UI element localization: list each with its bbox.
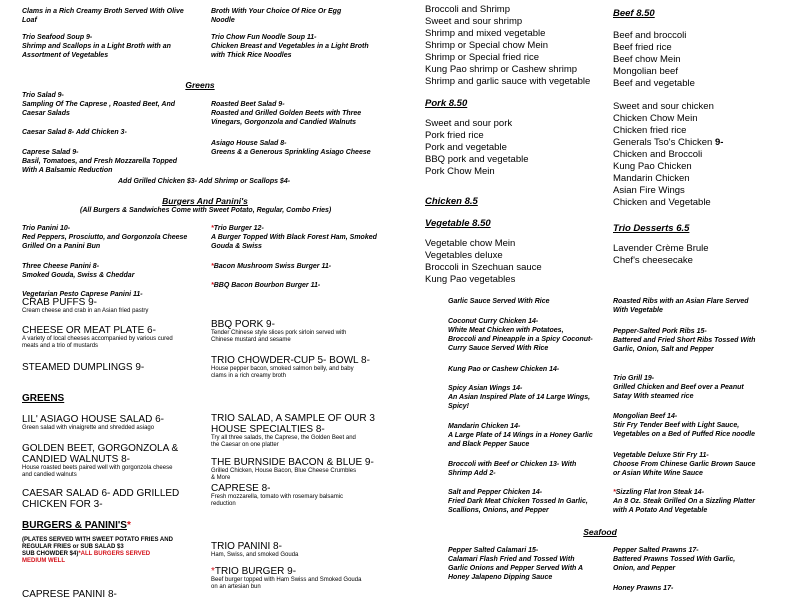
item-desc: Stir Fry Tender Beef with Light Sauce, Vegetables on a Bed of Puffed Rice noodle [613,422,755,438]
list-item: Chef's cheesecake [613,255,693,266]
item-desc: Green salad with vinaigrette and shredded asiago [22,425,155,431]
garlic-sauce-tail: Garlic Sauce Served With Rice [448,298,550,305]
list-item: Mandarin Chicken [613,173,690,184]
list-item: Vegetable chow Mein [425,238,516,249]
item-desc: An Asian Inspired Plate of 14 Large Wings, Spicy! [448,394,591,410]
list-item: Beef chow Mein [613,54,681,65]
menu-item-trio-burger [211,224,396,251]
seafood-title: Seafood [583,527,617,537]
roasted-ribs-tail: Roasted Ribs with an Asian Flare Served With Vegetable [613,298,749,314]
item-name: GOLDEN BEET, GORGONZOLA & CANDIED WALNUTS 8- [22,443,179,465]
list-item: Broccoli and Shrimp [425,4,511,15]
menu-item-golden-beet [22,443,207,479]
item-desc: Shrimp and Scallops in a Light Broth with an Assortment of Vegetables [22,43,171,59]
item-desc: Battered and Fried Short Ribs Tossed With Garlic, Onion, Salt and Pepper [613,337,756,353]
list-item: Beef and vegetable [613,78,695,89]
item-name: CHEESE OR MEAT PLATE 6- [22,325,156,336]
star-marker: * [211,263,214,270]
list-item: Shrimp and mixed vegetable [425,28,546,39]
item-desc: A variety of local cheeses accompanied by various cured meats and a trio of mustards [22,336,173,349]
star-marker: * [211,282,214,289]
menu-item-roasted-beet [211,100,396,127]
star-marker: * [613,489,616,496]
menu-item-broccoli-beef [448,460,610,478]
list-item: Pork fried rice [425,130,484,141]
item-desc: Greens & a Generous Sprinkling Asiago Cheese [211,149,371,156]
menu-item-trio-panini-caps [211,541,396,559]
item-name [211,224,396,233]
item-desc: Grilled Chicken and Beef over a Peanut Satay With steamed rice [613,384,744,400]
desserts-header: Trio Desserts 6.5 [613,223,690,234]
burgers-title: Burgers And Panini's [162,196,248,206]
menu-item-pork-ribs [613,327,798,354]
item-name-text: Trio Burger 12- [213,225,264,232]
menu-item-trio-burger-caps [211,566,396,591]
menu-item-caprese [211,483,396,508]
menu-item-caesar-grilled: CAESAR SALAD 6- ADD GRILLED CHICKEN FOR 3- [22,488,180,510]
star-marker: * [211,225,214,232]
item-name: TRIO SALAD, A SAMPLE OF OUR 3 HOUSE SPECIALTIES 8- [211,413,375,435]
menu-item-pepper-prawns [613,546,798,573]
menu-item-mandarin-chicken [448,422,610,449]
chicken-header: Chicken 8.5 [425,196,478,207]
takeout-left-column [425,4,610,286]
list-item: Kung Pao vegetables [425,274,516,285]
item-desc: Red Peppers, Prosciutto, and Gorgonzola Cheese Grilled On a Panini Bun [22,234,188,250]
vegetable-items [425,238,610,286]
item-name: TRIO CHOWDER-CUP 5- BOWL 8- [211,355,370,366]
item-name: Mongolian Beef 14- [613,413,678,420]
item-desc: House pepper bacon, smoked salmon belly, and baby clams in a rich creamy broth [211,366,354,379]
list-item: Pork and vegetable [425,142,507,153]
item-desc: Choose From Chinese Garlic Brown Sauce or Asian White Wine Sauce [613,461,756,477]
menu-item-burnside [211,457,396,482]
item-name: Trio Panini 10- [22,225,71,232]
item-name: TRIO PANINI 8- [211,541,282,552]
item-name: Coconut Curry Chicken 14- [448,318,539,325]
burgers-plate-note [22,537,207,565]
list-item-tso [613,137,798,149]
menu-item-cheese-meat-plate [22,325,207,350]
item-name: THE BURNSIDE BACON & BLUE 9- [211,457,374,468]
item-name: Trio Grill 19- [613,375,655,382]
list-item: Lavender Crème Brule [613,243,709,254]
item-name [613,488,798,497]
menu-item-kung-pao-chicken: Kung Pao or Cashew Chicken 14- [448,366,560,373]
list-item: Chicken fried rice [613,125,687,136]
menu-item-dumplings: STEAMED DUMPLINGS 9- [22,362,145,373]
item-desc: Fried Dark Meat Chicken Tossed In Garlic, Scallions, Onions, and Pepper [448,498,588,514]
menu-item-trio-seafood-soup [22,33,207,60]
menu-item-mongolian-beef [613,412,798,439]
menu-item-caesar-salad: Caesar Salad 8- Add Chicken 3- [22,129,127,136]
item-name: Trio Salad 9- [22,92,64,99]
list-item: Sweet and sour chicken [613,101,714,112]
vegetable-header: Vegetable 8.50 [425,218,491,229]
item-name: Roasted Beet Salad 9- [211,101,285,108]
list-item: Beef fried rice [613,42,672,53]
note-red: *ALL BURGERS SERVED MEDIUM WELL [22,551,151,564]
list-item: Kung Pao Chicken [613,161,692,172]
item-name: CAPRESE 8- [211,483,271,494]
item-name: Caprese Salad 9- [22,149,79,156]
noodle-soup-tail: Broth With Your Choice Of Rice Or Egg Noodle [211,8,342,24]
list-item: Vegetables deluxe [425,250,503,261]
item-name: Salt and Pepper Chicken 14- [448,489,543,496]
menu-item-trio-panini [22,224,207,251]
menu-item-three-cheese-panini [22,262,207,280]
pork-header: Pork 8.50 [425,98,468,109]
menu-item-coconut-curry [448,317,610,353]
menu-item-trio-salad [22,91,207,118]
item-desc: Battered Prawns Tossed With Garlic, Onion, and Pepper [613,556,736,572]
menu-item-caprese-salad [22,148,207,175]
menu-item-bourbon-burger [211,281,396,290]
item-name: Pepper Salted Prawns 17- [613,547,699,554]
star-marker: * [126,520,131,531]
takeout-right-column [613,8,798,267]
item-desc: A Burger Topped With Black Forest Ham, Smoked Gouda & Swiss [211,234,377,250]
item-desc: Smoked Gouda, Swiss & Cheddar [22,272,135,279]
item-name: Mandarin Chicken 14- [448,423,521,430]
item-desc: Shrimp Add 2- [448,470,496,477]
note-text: (PLATES SERVED WITH SWEET POTATO FRIES AND REGULAR FRIES or SUB SALAD $3 SUB CHOWDER $4) [22,537,173,557]
item-name: Vegetable Deluxe Stir Fry 11- [613,452,709,459]
item-desc: Cream cheese and crab in an Asian fried pastry [22,308,149,314]
tso-label: Generals Tso's Chicken [613,137,713,148]
item-name-text: Sizzling Flat Iron Steak 14- [615,489,705,496]
list-item: Kung Pao shrimp or Cashew shrimp [425,64,578,75]
menu-item-spicy-wings [448,384,610,411]
list-item: Chicken and Vegetable [613,197,711,208]
menu-item-trio-salad-sample [211,413,396,449]
menu-item-pesto-panini: Vegetarian Pesto Caprese Panini 11- [22,291,143,298]
list-item: BBQ pork and vegetable [425,154,529,165]
beef-items [613,30,798,90]
star-marker: * [211,566,215,577]
chicken-items [613,101,798,209]
item-desc: Try all three salads, the Caprese, the Golden Beet and the Caesar on one platter [211,435,356,448]
menu-item-chow-fun-soup [211,33,391,60]
item-desc: White Meat Chicken with Potatoes, Broccoli and Pineapple in a Spicy Coconut- Curry Sauce Served With Rice [448,327,593,352]
list-item: Chicken Chow Mein [613,113,698,124]
menu-item-lil-asiago [22,414,207,432]
list-item: Asian Fire Wings [613,185,685,196]
dessert-items [613,243,798,267]
menu-item-crab-puffs [22,297,207,315]
item-name [211,566,396,577]
item-desc: House roasted beets paired well with gorgonzola cheese and candied walnuts [22,465,173,478]
item-desc: Roasted and Grilled Golden Beets with Three Vinegars, Gorgonzola and Candied Walnuts [211,110,362,126]
greens-header: GREENS [22,393,65,404]
item-name: LIL' ASIAGO HOUSE SALAD 6- [22,414,164,425]
menu-item-asiago-house [211,139,396,157]
item-desc: Chicken Breast and Vegetables in a Light Broth with Thick Rice Noodles [211,43,369,59]
item-name: CRAB PUFFS 9- [22,297,98,308]
menu-item-sizzling-steak [613,488,798,515]
burgers-header [22,520,131,531]
seafood-soup-tail: Clams in a Rich Creamy Broth Served With Olive Loaf [22,8,184,24]
item-desc: Tender Chinese style slices pork sirloin served with Chinese mustard and sesame [211,330,347,343]
greens-addon: Add Grilled Chicken $3- Add Shrimp or Scallops $4- [118,178,291,185]
burgers-note: (All Burgers & Sandwiches Come with Sweet Potato, Regular, Combo Fries) [80,207,332,214]
beef-header: Beef 8.50 [613,8,655,19]
list-item: Broccoli in Szechuan sauce [425,262,542,273]
item-desc: An 8 Oz. Steak Grilled On a Sizzling Platter with A Potato And Vegetable [613,498,755,514]
menu-item-vegetable-deluxe [613,451,798,478]
list-item: Sweet and sour pork [425,118,513,129]
menu-item-trio-grill [613,374,798,401]
menu-item-bbq-pork [211,319,396,344]
item-name: Trio Seafood Soup 9- [22,34,93,41]
item-desc: Grilled Chicken, House Bacon, Blue Cheese Crumbles & More [211,468,357,481]
menu-item-salt-pepper-chicken [448,488,610,515]
menu-item-honey-prawns: Honey Prawns 17- [613,585,674,592]
item-name: Broccoli with Beef or Chicken 13- With [448,461,577,468]
item-desc: Sampling Of The Caprese , Roasted Beet, And Caesar Salads [22,101,175,117]
item-desc: Fresh mozzarella, tomato with rosemary balsamic reduction [211,494,344,507]
item-name: Trio Chow Fun Noodle Soup 11- [211,34,317,41]
shrimp-items [425,4,610,88]
menu-item-pepper-calamari [448,546,610,582]
list-item: Beef and broccoli [613,30,687,41]
item-name-text: TRIO BURGER 9- [214,566,297,577]
list-item: Chicken and Broccoli [613,149,703,160]
item-name: Pepper Salted Calamari 15- [448,547,539,554]
item-name: Three Cheese Panini 8- [22,263,100,270]
list-item: Pork Chow Mein [425,166,495,177]
list-item: Shrimp or Special chow Mein [425,40,549,51]
burgers-header-text: BURGERS & PANINI'S [22,520,127,531]
item-name-text: Bacon Mushroom Swiss Burger 11- [213,263,332,270]
item-desc: Calamari Flash Fried and Tossed With Garlic Onions and Pepper Served With A Honey Jalapeno Dipping Sauce [448,556,584,581]
list-item: Shrimp and garlic sauce with vegetable [425,76,591,87]
item-desc: Basil, Tomatoes, and Fresh Mozzarella Topped With A Balsamic Reduction [22,158,178,174]
item-name: BBQ PORK 9- [211,319,275,330]
item-name-text: BBQ Bacon Bourbon Burger 11- [213,282,321,289]
greens-title: Greens [185,80,215,90]
pork-items [425,118,610,178]
item-desc: A Large Plate of 14 Wings in a Honey Garlic and Black Pepper Sauce [448,432,593,448]
item-name: Pepper-Salted Pork Ribs 15- [613,328,707,335]
list-item: Shrimp or Special fried rice [425,52,540,63]
item-name: Spicy Asian Wings 14- [448,385,523,392]
tso-price: 9- [714,137,724,148]
menu-item-trio-chowder [211,355,396,380]
list-item: Mongolian beef [613,66,678,77]
item-desc: Ham, Swiss, and smoked Gouda [211,552,299,558]
list-item: Sweet and sour shrimp [425,16,523,27]
item-desc: Beef burger topped with Ham Swiss and Smoked Gouda on an artesian bun [211,577,362,590]
item-name: Asiago House Salad 8- [211,140,287,147]
menu-item-mushroom-burger [211,262,396,271]
menu-item-caprese-panini: CAPRESE PANINI 8- [22,589,117,600]
